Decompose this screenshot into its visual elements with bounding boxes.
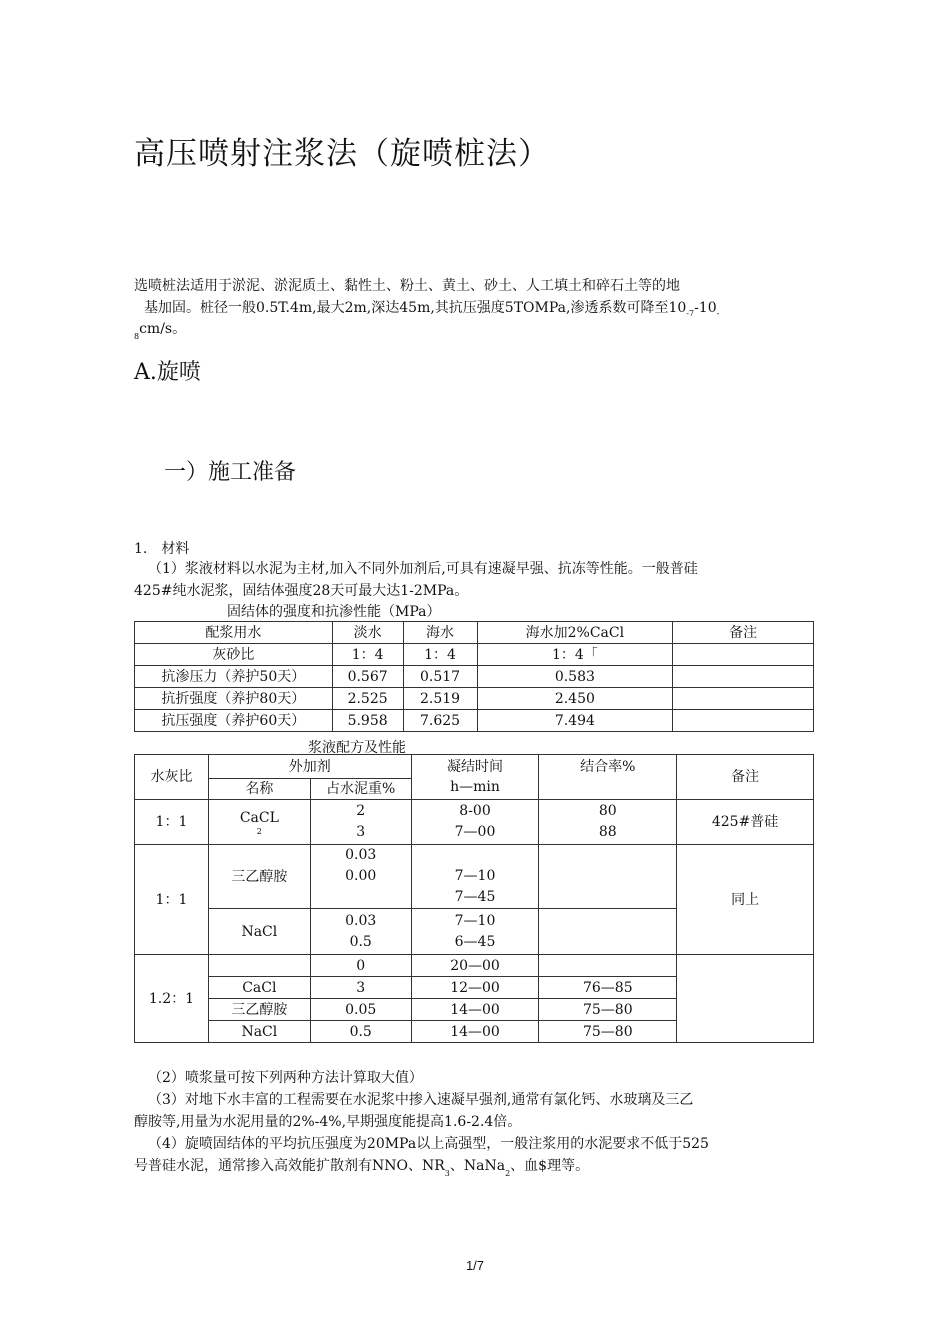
- intro-text: 基加固。桩径一般0.5T.4m,最大2m,深达45m,其抗压强度5TOMPa,渗透系数可降至10: [144, 300, 687, 316]
- table-cell: 5.958: [332, 710, 403, 732]
- subscript: 2: [256, 827, 262, 836]
- table-cell: 3: [310, 977, 411, 999]
- superscript: -: [716, 309, 720, 318]
- table-row: [135, 666, 814, 688]
- table-cell: 1：4: [403, 644, 477, 666]
- cell-text: 7—10: [454, 868, 496, 884]
- table-cell: [208, 955, 310, 977]
- header-cell: 外加剂: [208, 755, 411, 779]
- table-cell: [208, 800, 310, 845]
- header-text: h—min: [450, 779, 500, 795]
- table-cell: 抗折强度（养护80天）: [135, 688, 333, 710]
- subscript: 2: [505, 1169, 511, 1178]
- table-cell: [411, 845, 539, 909]
- table-cell: 三乙醇胺: [208, 845, 310, 909]
- header-cell: 水灰比: [135, 755, 209, 800]
- cell-text: 0.5: [349, 933, 372, 950]
- page-title: 高压喷射注浆法（旋喷桩法）: [134, 136, 550, 172]
- table-cell: [539, 909, 677, 955]
- intro-line-1: 选喷桩法适用于淤泥、淤泥质土、黏性土、粉土、黄土、砂土、人工填土和碎石土等的地: [134, 278, 680, 294]
- intro-line-2: [144, 297, 719, 318]
- table-cell: 0.517: [403, 666, 477, 688]
- table-header-row: [135, 755, 814, 779]
- cell-text: 7—10: [454, 912, 496, 929]
- cell-text: 80: [598, 803, 617, 819]
- table-row: [135, 644, 814, 666]
- table-row: [135, 688, 814, 710]
- header-cell: 海水: [403, 622, 477, 644]
- item-heading: 1. 材料: [134, 541, 190, 557]
- table-cell: [310, 845, 411, 909]
- table-cell: [411, 909, 539, 955]
- table-cell: 抗渗压力（养护50天）: [135, 666, 333, 688]
- table-cell: 三乙醇胺: [208, 999, 310, 1021]
- table-cell: 20—00: [411, 955, 539, 977]
- table-cell: 1：1: [135, 845, 209, 955]
- header-cell: 备注: [673, 622, 814, 644]
- subscript: 8: [134, 332, 140, 341]
- table-cell: [673, 688, 814, 710]
- table-cell: [539, 845, 677, 909]
- section-heading-a: A.旋喷: [134, 360, 201, 385]
- table-cell: 75—80: [539, 999, 677, 1021]
- table-row: [135, 710, 814, 732]
- cell-text: 0.00: [345, 868, 377, 884]
- table-cell: [539, 800, 677, 845]
- paragraph-2: （2）喷浆量可按下列两种方法计算取大值）: [148, 1070, 423, 1086]
- intro-text: cm/s。: [139, 321, 187, 337]
- header-cell: 名称: [208, 779, 310, 800]
- header-cell: 配浆用水: [135, 622, 333, 644]
- cell-text: 0.03: [345, 912, 377, 929]
- paragraph-text: 、NaNa: [449, 1158, 506, 1174]
- subsection-heading: 一）施工准备: [164, 460, 297, 485]
- table-cell: NaCl: [208, 1021, 310, 1043]
- table-cell: 灰砂比: [135, 644, 333, 666]
- table-row: [135, 800, 814, 845]
- table-cell: [539, 955, 677, 977]
- header-cell: 淡水: [332, 622, 403, 644]
- table-cell: [310, 800, 411, 845]
- table-cell: [673, 644, 814, 666]
- paragraph-text: 号普硅水泥，通常掺入高效能扩散剂有NNO、NR: [134, 1158, 445, 1174]
- header-cell: 备注: [677, 755, 814, 800]
- header-text: 凝结时间: [447, 759, 504, 775]
- paragraph-1-line-1: （1）浆液材料以水泥为主材,加入不同外加剂后,可具有速凝早强、抗冻等性能。一般普硅: [148, 561, 698, 577]
- table-cell: 2.525: [332, 688, 403, 710]
- table-cell: 76—85: [539, 977, 677, 999]
- table2-caption: 浆液配方及性能: [308, 740, 406, 756]
- header-cell: 海水加2%CaCl: [477, 622, 673, 644]
- table-cell: CaCl: [208, 977, 310, 999]
- table-cell: 0.5: [310, 1021, 411, 1043]
- cell-text: 6—45: [454, 933, 496, 950]
- table1-caption: 固结体的强度和抗渗性能（MPa）: [227, 604, 441, 620]
- table-cell: 1.2：1: [135, 955, 209, 1043]
- table-row: [135, 845, 814, 909]
- paragraph-4-line-2: [134, 1155, 589, 1178]
- table-cell: [673, 666, 814, 688]
- table-cell: 0.05: [310, 999, 411, 1021]
- cell-text: 2: [356, 803, 366, 819]
- intro-text: -10: [694, 300, 717, 316]
- table-cell: [310, 909, 411, 955]
- paragraph-3-line-1: （3）对地下水丰富的工程需要在水泥浆中掺入速凝早强剂,通常有氯化钙、水玻璃及三乙: [148, 1092, 694, 1108]
- table-cell: 同上: [677, 845, 814, 955]
- table-row: [135, 955, 814, 977]
- cell-text: CaCL: [239, 810, 279, 826]
- paragraph-1-line-2: 425#纯水泥浆，固结体强度28天可最大达1-2MPa。: [134, 583, 469, 599]
- header-cell: 结合率%: [539, 755, 677, 800]
- table-cell: NaCl: [208, 909, 310, 955]
- table-cell: 14—00: [411, 999, 539, 1021]
- cell-text: 8-00: [459, 803, 491, 819]
- paragraph-text: 、血$理等。: [510, 1158, 590, 1174]
- table-header-row: [135, 622, 814, 644]
- intro-line-3: [134, 318, 186, 341]
- cell-text: 88: [598, 824, 617, 840]
- table-cell: [411, 800, 539, 845]
- table-cell: 14—00: [411, 1021, 539, 1043]
- table-cell: 0.583: [477, 666, 673, 688]
- table-cell: 1：1: [135, 800, 209, 845]
- superscript: -7: [686, 309, 695, 318]
- table-cell: 抗压强度（养护60天）: [135, 710, 333, 732]
- subscript: 3: [444, 1169, 450, 1178]
- table-cell: [677, 955, 814, 1043]
- table-cell: 1：4: [332, 644, 403, 666]
- table-cell: 0.567: [332, 666, 403, 688]
- header-cell: 占水泥重%: [310, 779, 411, 800]
- table-cell: 425#普硅: [677, 800, 814, 845]
- header-cell: [411, 755, 539, 800]
- table-cell: 7.494: [477, 710, 673, 732]
- table-cell: 2.450: [477, 688, 673, 710]
- table-cell: 7.625: [403, 710, 477, 732]
- table-cell: 1：4「: [477, 644, 673, 666]
- table-cell: [673, 710, 814, 732]
- cell-text: 0.03: [345, 847, 377, 863]
- grout-mix-table: [134, 754, 814, 1043]
- table-cell: 0: [310, 955, 411, 977]
- cell-text: 3: [356, 824, 366, 840]
- strength-table: [134, 621, 814, 732]
- paragraph-3-line-2: 醇胺等,用量为水泥用量的2%-4%,早期强度能提高1.6-2.4倍。: [134, 1114, 522, 1130]
- table-cell: 12—00: [411, 977, 539, 999]
- table-cell: 75—80: [539, 1021, 677, 1043]
- table-cell: 2.519: [403, 688, 477, 710]
- cell-text: 7—00: [454, 824, 496, 840]
- cell-text: 7—45: [454, 889, 496, 905]
- page-number: 1/7: [465, 1258, 485, 1273]
- paragraph-4-line-1: （4）旋喷固结体的平均抗压强度为20MPa以上高强型，一般注浆用的水泥要求不低于525: [148, 1136, 709, 1152]
